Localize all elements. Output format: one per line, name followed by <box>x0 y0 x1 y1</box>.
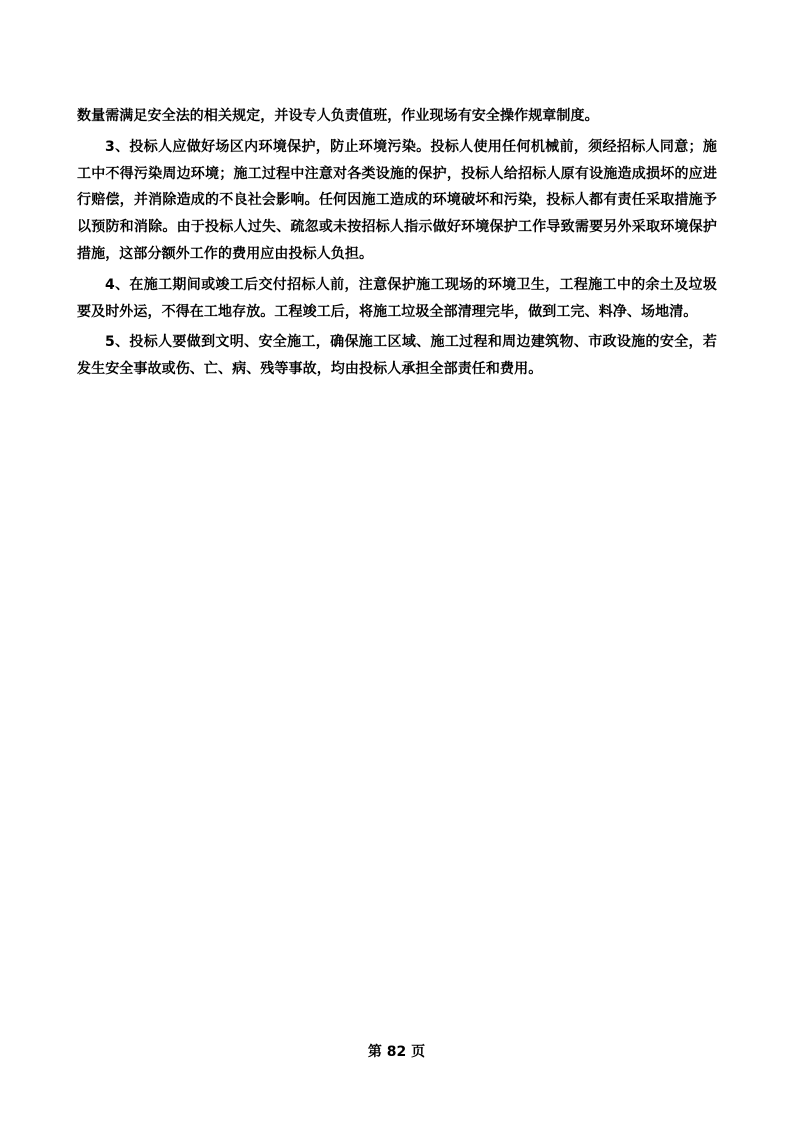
page-number: 第 82 页 <box>367 1044 426 1060</box>
paragraph-item-3: 3、投标人应做好场区内环境保护，防止环境污染。投标人使用任何机械前，须经招标人同意；施工中不得污染周边环境；施工过程中注意对各类设施的保护，投标人给招标人原有设施造成损坏的应进行赔偿，并消除造成的不良社会影响。任何因施工造成的环境破坏和污染，投标人都有责任采取措施予以预防和消除。由于投标人过失、疏忽或未按招标人指示做好环境保护工作导致需要另外采取环境保护措施，这部分额外工作的费用应由投标人负担。 <box>77 138 717 262</box>
paragraph-continued: 数量需满足安全法的相关规定，并设专人负责值班，作业现场有安全操作规章制度。 <box>77 108 599 124</box>
paragraph-item-4: 4、在施工期间或竣工后交付招标人前，注意保护施工现场的环境卫生，工程施工中的余土及垃圾要及时外运，不得在工地存放。工程竣工后，将施工垃圾全部清理完毕，做到工完、料净、场地清。 <box>77 276 717 320</box>
document-body <box>77 103 717 383</box>
paragraph-item-5: 5、投标人要做到文明、安全施工，确保施工区域、施工过程和周边建筑物、市政设施的安全，若发生安全事故或伤、亡、病、残等事故，均由投标人承担全部责任和费用。 <box>77 334 717 378</box>
